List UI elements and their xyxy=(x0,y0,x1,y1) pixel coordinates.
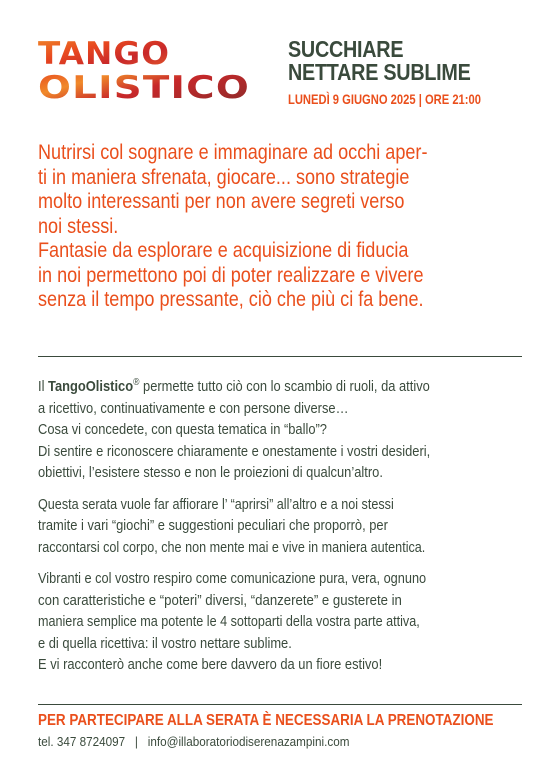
intro-line: molto interessanti per non avere segreti verso xyxy=(38,189,405,213)
body-line: raccontarsi col corpo, che non mente mai e vive in maniera autentica. xyxy=(38,538,426,556)
intro-line: in noi permettono poi di poter realizzare e vivere xyxy=(38,262,424,287)
body-line: Questa serata vuole far affiorare l’ “aprirsi” all’altro e a noi stessi xyxy=(38,495,394,513)
event-title-line-2: NETTARE SUBLIME xyxy=(288,59,471,85)
intro-line: ti in maniera sfrenata, giocare... sono strategie xyxy=(38,164,410,189)
body-line: a ricettivo, continuativamente e con persone diverse… xyxy=(38,399,349,417)
brand-name: TangoOlistico xyxy=(48,378,134,395)
event-title-line-1: SUCCHIARE xyxy=(288,36,404,62)
body-line: Di sentire e riconoscere chiaramente e onestamente i vostri desideri, xyxy=(38,442,431,460)
intro-line: noi stessi. xyxy=(38,213,119,238)
event-date: LUNEDÌ 9 GIUGNO 2025 | ORE 21:00 xyxy=(288,91,481,107)
body-text-fragment: permette tutto ciò con lo scambio di ruoli, da attivo xyxy=(139,378,430,395)
body-line: tramite i vari “giochi” e suggestioni peculiari che proporrò, per xyxy=(38,517,388,534)
body-line: E vi racconterò anche come bere davvero da un fiore estivo! xyxy=(38,656,383,673)
intro-line: senza il tempo pressante, ciò che più ci fa bene. xyxy=(38,287,424,311)
intro-text xyxy=(38,140,508,312)
event-title xyxy=(288,38,503,84)
contact-info[interactable]: tel. 347 8724097 | info@illaboratoriodiserenazampini.com xyxy=(38,734,350,749)
tango-olistico-logo xyxy=(38,36,250,102)
logo-line-2: OLISTICO xyxy=(38,70,250,102)
body-line: obiettivi, l’esistere stesso e non le proiezioni di qualcun’altro. xyxy=(38,464,383,481)
intro-line: Fantasie da esplorare e acquisizione di fiducia xyxy=(38,238,409,262)
body-line: Cosa vi concedete, con questa tematica in “ballo”? xyxy=(38,421,327,438)
body-line: e di quella ricettiva: il vostro nettare sublime. xyxy=(38,634,292,652)
registered-mark: ® xyxy=(133,377,140,388)
body-line xyxy=(38,372,454,398)
body-line: maniera semplice ma potente le 4 sottoparti della vostra parte attiva, xyxy=(38,613,420,630)
booking-notice: PER PARTECIPARE ALLA SERATA È NECESSARIA LA PRENOTAZIONE xyxy=(38,712,494,729)
logo-line-1: TANGO xyxy=(38,36,170,72)
body-line: Vibranti e col vostro respiro come comunicazione pura, vera, ognuno xyxy=(38,570,427,587)
paragraph-3 xyxy=(38,568,522,676)
body-line: con caratteristiche e “poteri” diversi, “danzerete” e gusterete in xyxy=(38,591,402,609)
paragraph-1 xyxy=(38,372,522,484)
body-text-fragment: Il xyxy=(38,378,49,395)
divider-bottom xyxy=(38,704,522,705)
divider-top xyxy=(38,356,522,357)
body-text xyxy=(38,372,522,686)
intro-line: Nutrirsi col sognare e immaginare ad occhi aper- xyxy=(38,140,428,164)
paragraph-2 xyxy=(38,494,522,559)
